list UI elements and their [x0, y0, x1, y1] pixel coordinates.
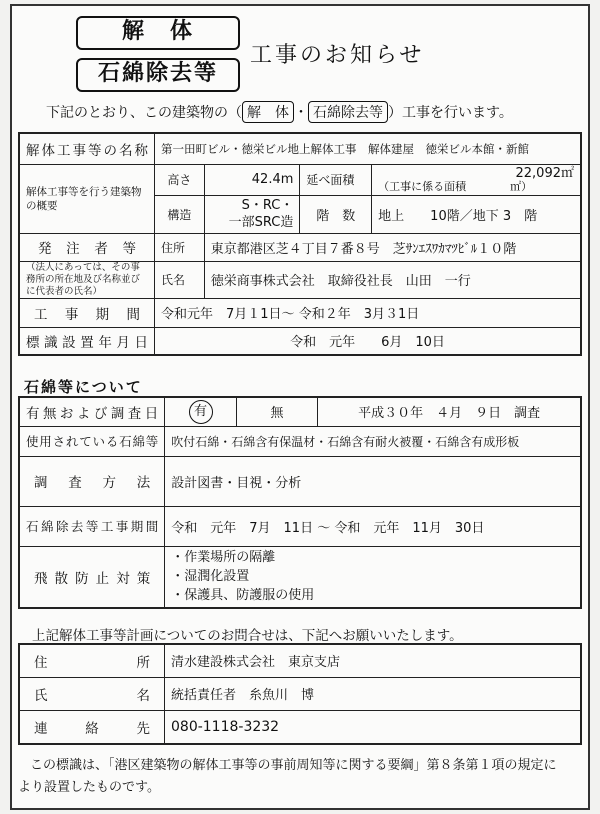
- intro-pre: 下記のとおり、この建築物の（: [46, 105, 242, 121]
- footer-line-2: より設置したものです。: [18, 780, 160, 795]
- client-address-label: 住所: [155, 233, 205, 261]
- contact-address-label: 住所: [19, 644, 165, 677]
- floors-label: 階 数: [300, 195, 372, 233]
- intro-option-asbestos: 石綿除去等: [308, 101, 388, 123]
- floors-value: 地上 10階／地下 3 階: [372, 195, 581, 233]
- project-name-label: 解体工事等の名称: [19, 133, 155, 164]
- removal-period-value: 令和 元年 7月 11日 ～ 令和 元年 11月 30日: [165, 506, 581, 546]
- client-name-label: 氏名: [155, 261, 205, 298]
- contact-name-value: 統括責任者 糸魚川 博: [165, 677, 582, 710]
- contact-phone-label: 連絡先: [19, 710, 165, 744]
- project-table: [18, 132, 582, 356]
- contact-address-value: 清水建設株式会社 東京支店: [165, 644, 582, 677]
- survey-label: 有無および調査日: [19, 397, 165, 426]
- client-note: （法人にあっては、その事務所の所在地及び名称並びに代表者の氏名）: [19, 261, 155, 298]
- asbestos-section-title: 石綿等について: [24, 378, 143, 396]
- floor-area-label: 延べ面積: [300, 164, 372, 195]
- asbestos-removal-badge: 石綿除去等: [76, 58, 240, 92]
- measure-item: ・湿潤化設置: [171, 569, 250, 585]
- project-name-value: 第一田町ビル・徳栄ビル地上解体工事 解体建屋 徳栄ビル本館・新館: [155, 133, 581, 164]
- height-value: 42.4m: [204, 164, 300, 195]
- height-label: 高さ: [155, 164, 205, 195]
- presence-no: 無: [236, 397, 317, 426]
- floor-area-value: 22,092㎡: [515, 165, 574, 181]
- floor-area-note: （工事に係る面積 ㎡）: [378, 179, 533, 193]
- contact-phone-value: 080-1118-3232: [165, 710, 582, 744]
- footer-line-1: この標識は、「港区建築物の解体工事等の事前周知等に関する要綱」第８条第１項の規定に: [30, 758, 557, 773]
- sign-date-label: 標識設置年月日: [19, 327, 155, 355]
- period-label: 工事期間: [19, 298, 155, 327]
- contact-name-label: 氏名: [19, 677, 165, 710]
- method-label: 調査方法: [19, 456, 165, 506]
- used-label: 使用されている石綿等: [19, 426, 165, 456]
- measure-item: ・保護具、防護服の使用: [171, 588, 315, 604]
- used-value: 吹付石綿・石綿含有保温材・石綿含有耐火被覆・石綿含有成形板: [165, 426, 581, 456]
- client-label: 発注者等: [19, 233, 155, 261]
- sign-date-value: 令和 元年 6月 10日: [155, 327, 581, 355]
- measures-label: 飛散防止対策: [19, 546, 165, 608]
- intro-mid: ・: [294, 105, 308, 121]
- demolition-badge: 解 体: [76, 16, 240, 50]
- asbestos-table: [18, 396, 582, 609]
- client-address-value: 東京都港区芝４丁目７番８号 芝ｻﾝｴｽﾜｶﾏﾂﾋﾞﾙ１０階: [204, 233, 581, 261]
- contact-intro: 上記解体工事等計画についてのお問合せは、下記へお願いいたします。: [32, 628, 463, 644]
- presence-yes-circled: 有: [189, 400, 213, 424]
- period-value: 令和元年 7月１1日～ 令和２年 3月３1日: [155, 298, 581, 327]
- notice-title: 工事のお知らせ: [250, 43, 425, 68]
- structure-value-1: S・RC・: [241, 198, 294, 213]
- structure-label: 構造: [155, 195, 205, 233]
- removal-period-label: 石綿除去等工事期間: [19, 506, 165, 546]
- survey-date: 平成３０年 ４月 ９日 調査: [318, 397, 581, 426]
- intro-post: ）工事を行います。: [388, 105, 513, 121]
- measure-item: ・作業場所の隔離: [171, 550, 276, 566]
- client-name-value: 徳栄商事株式会社 取締役社長 山田 一行: [204, 261, 581, 298]
- intro-option-demolition: 解 体: [242, 101, 294, 123]
- contact-table: [18, 643, 582, 745]
- method-value: 設計図書・目視・分析: [165, 456, 581, 506]
- intro-line: [46, 101, 513, 123]
- building-overview-label: 解体工事等を行う建築物の概要: [19, 164, 155, 233]
- structure-value-2: 一部SRC造: [228, 215, 294, 230]
